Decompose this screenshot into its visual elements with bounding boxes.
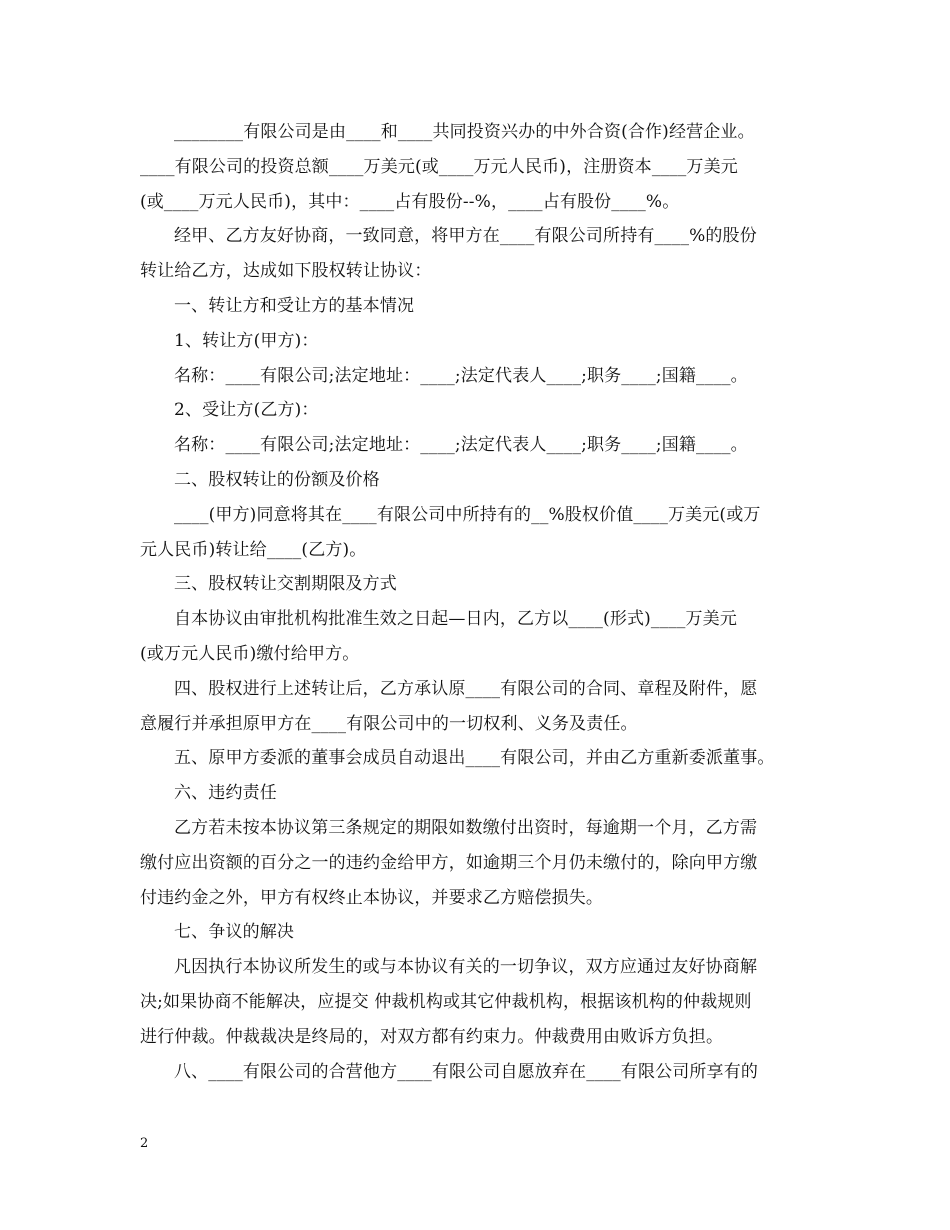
page-number: 2 (140, 1136, 149, 1151)
section-4-line-2: 意履行并承担原甲方在____有限公司中的一切权利、义务及责任。 (140, 713, 638, 734)
text-line-1: ________有限公司是由____和____共同投资兴办的中外合资(合作)经营企业。 (174, 122, 755, 142)
text-line-23: 付违约金之外，甲方有权终止本协议，并要求乙方赔偿损失。 (140, 887, 604, 908)
section-heading-1: 一、转让方和受让方的基本情况 (174, 295, 415, 316)
transferor-details: 名称：____有限公司;法定地址：____;法定代表人____;职务____;国籍____。 (174, 365, 748, 386)
text-line-27: 进行仲裁。仲裁裁决是终局的，对双方都有约束力。仲裁费用由败诉方负担。 (140, 1026, 724, 1047)
section-4-line-1: 四、股权进行上述转让后，乙方承认原____有限公司的合同、章程及附件，愿 (174, 678, 758, 699)
text-line-22: 缴付应出资额的百分之一的违约金给甲方，如逾期三个月仍未缴付的，除向甲方缴 (140, 852, 758, 873)
section-heading-7: 七、争议的解决 (174, 922, 295, 943)
section-heading-2: 二、股权转让的份额及价格 (174, 469, 380, 490)
text-line-15: 自本协议由审批机构批准生效之日起—日内，乙方以____(形式)____万美元 (174, 609, 737, 630)
subheading-transferee: 2、受让方(乙方)： (174, 400, 319, 421)
text-line-26: 决;如果协商不能解决，应提交 仲裁机构或其它仲裁机构，根据该机构的仲裁规则 (140, 991, 752, 1012)
text-line-4: 经甲、乙方友好协商，一致同意，将甲方在____有限公司所持有____%的股份 (174, 226, 757, 247)
section-heading-6: 六、违约责任 (174, 783, 277, 804)
text-line-3: (或____万元人民币)，其中：____占有股份--%，____占有股份____%。 (140, 191, 680, 212)
text-line-5: 转让给乙方，达成如下股权转让协议： (140, 261, 432, 282)
text-line-21: 乙方若未按本协议第三条规定的期限如数缴付出资时，每逾期一个月，乙方需 (174, 817, 758, 838)
text-line-12: ____(甲方)同意将其在____有限公司中所持有的__%股权价值____万美元(或万 (174, 504, 761, 525)
contract-text (140, 115, 830, 1089)
text-line-25: 凡因执行本协议所发生的或与本协议有关的一切争议，双方应通过友好协商解 (174, 957, 758, 978)
section-8-line-1: 八、____有限公司的合营他方____有限公司自愿放弃在____有限公司所享有的 (174, 1061, 758, 1082)
text-line-16: (或万元人民币)缴付给甲方。 (140, 643, 360, 664)
section-heading-3: 三、股权转让交割期限及方式 (174, 574, 397, 595)
text-line-13: 元人民币)转让给____(乙方)。 (140, 539, 367, 560)
transferee-details: 名称：____有限公司;法定地址：____;法定代表人____;职务____;国籍____。 (174, 435, 748, 456)
section-5-line: 五、原甲方委派的董事会成员自动退出____有限公司，并由乙方重新委派董事。 (174, 748, 775, 769)
subheading-transferor: 1、转让方(甲方)： (174, 330, 319, 351)
text-line-2: ____有限公司的投资总额____万美元(或____万元人民币)，注册资本____万美元 (140, 156, 738, 177)
